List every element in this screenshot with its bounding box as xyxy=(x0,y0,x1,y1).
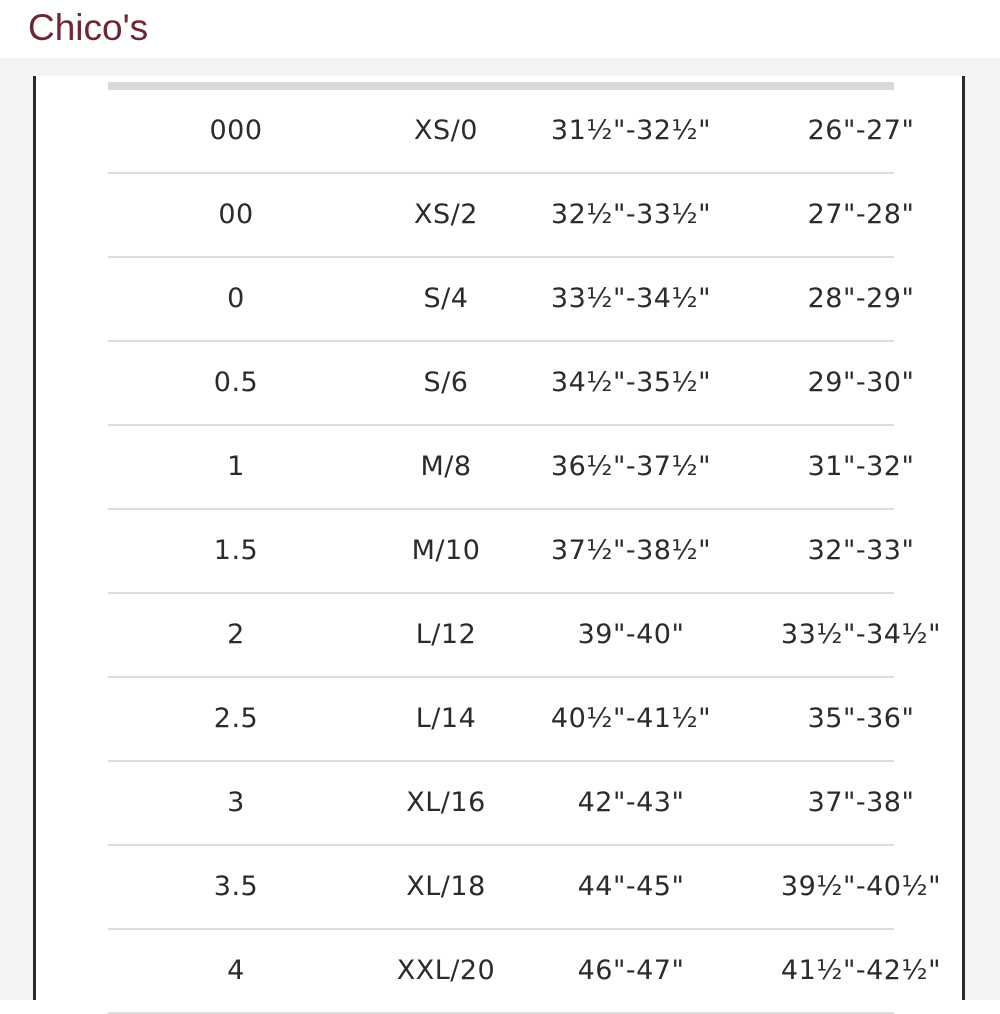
waist-cell: 27"-28" xyxy=(807,199,915,230)
size-cell: 0 xyxy=(227,283,245,314)
size-cell: 2 xyxy=(227,619,245,650)
table-row xyxy=(36,846,962,930)
bust-cell: 39"-40" xyxy=(577,619,685,650)
size-chart-panel xyxy=(33,76,965,1000)
table-row xyxy=(36,174,962,258)
alpha-size-cell: XS/2 xyxy=(414,199,478,230)
waist-cell: 26"-27" xyxy=(807,115,915,146)
table-row xyxy=(36,342,962,426)
table-row xyxy=(36,510,962,594)
alpha-size-cell: M/10 xyxy=(411,535,481,566)
table-top-rule xyxy=(108,82,894,90)
alpha-size-cell: XS/0 xyxy=(414,115,478,146)
bust-cell: 37½"-38½" xyxy=(550,535,712,566)
alpha-size-cell: XXL/20 xyxy=(396,955,496,986)
bust-cell: 40½"-41½" xyxy=(550,703,712,734)
size-cell: 00 xyxy=(218,199,254,230)
alpha-size-cell: XL/16 xyxy=(406,787,486,818)
bust-cell: 32½"-33½" xyxy=(550,199,712,230)
size-cell: 3.5 xyxy=(213,871,259,902)
bust-cell: 34½"-35½" xyxy=(550,367,712,398)
waist-cell: 28"-29" xyxy=(807,283,915,314)
waist-cell: 31"-32" xyxy=(807,451,915,482)
top-bar xyxy=(0,0,1000,58)
waist-cell: 35"-36" xyxy=(807,703,915,734)
bust-cell: 44"-45" xyxy=(577,871,685,902)
waist-cell: 29"-30" xyxy=(807,367,915,398)
bust-cell: 46"-47" xyxy=(577,955,685,986)
brand-title: Chico's xyxy=(28,7,149,48)
alpha-size-cell: S/4 xyxy=(423,283,469,314)
bust-cell: 36½"-37½" xyxy=(550,451,712,482)
bust-cell: 42"-43" xyxy=(577,787,685,818)
table-row xyxy=(36,90,962,174)
waist-cell: 39½"-40½" xyxy=(780,871,942,902)
size-cell: 4 xyxy=(227,955,245,986)
waist-cell: 33½"-34½" xyxy=(780,619,942,650)
size-cell: 0.5 xyxy=(213,367,259,398)
alpha-size-cell: S/6 xyxy=(423,367,469,398)
bust-cell: 33½"-34½" xyxy=(550,283,712,314)
size-cell: 000 xyxy=(209,115,263,146)
alpha-size-cell: M/8 xyxy=(420,451,472,482)
alpha-size-cell: L/12 xyxy=(415,619,477,650)
alpha-size-cell: XL/18 xyxy=(406,871,486,902)
alpha-size-cell: L/14 xyxy=(415,703,477,734)
waist-cell: 41½"-42½" xyxy=(780,955,942,986)
size-chart-table xyxy=(36,90,962,1014)
table-row xyxy=(36,762,962,846)
bust-cell: 31½"-32½" xyxy=(550,115,712,146)
waist-cell: 32"-33" xyxy=(807,535,915,566)
table-row xyxy=(36,930,962,1014)
size-cell: 1 xyxy=(227,451,245,482)
size-cell: 2.5 xyxy=(213,703,259,734)
table-row xyxy=(36,426,962,510)
table-row xyxy=(36,594,962,678)
size-cell: 3 xyxy=(227,787,245,818)
table-row xyxy=(36,258,962,342)
size-cell: 1.5 xyxy=(213,535,259,566)
table-row xyxy=(36,678,962,762)
waist-cell: 37"-38" xyxy=(807,787,915,818)
